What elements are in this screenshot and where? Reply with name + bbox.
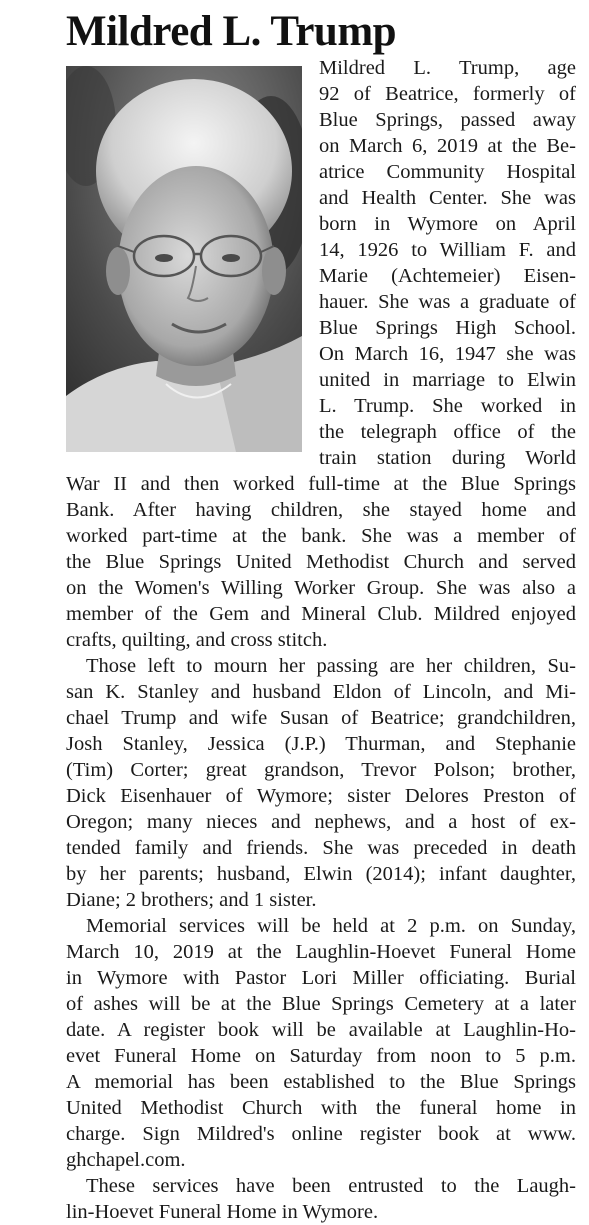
body-line: in Wymore with Pastor Lori Miller officiating. Burial (66, 967, 576, 989)
body-line: charge. Sign Mildred's online register book at www. (66, 1123, 576, 1145)
body-line: born in Wymore on April (319, 213, 576, 235)
body-line: Those left to mourn her passing are her children, Su- (86, 655, 576, 677)
body-line: and Health Center. She was (319, 187, 576, 209)
body-line: 14, 1926 to William F. and (319, 239, 576, 261)
body-line: Josh Stanley, Jessica (J.P.) Thurman, and Stephanie (66, 733, 576, 755)
body-line: Dick Eisenhauer of Wymore; sister Delores Preston of (66, 785, 576, 807)
body-line: March 10, 2019 at the Laughlin-Hoevet Funeral Home (66, 941, 576, 963)
body-line: Blue Springs High School. (319, 317, 576, 339)
body-line: L. Trump. She worked in (319, 395, 576, 417)
body-line: lin-Hoevet Funeral Home in Wymore. (66, 1201, 379, 1223)
body-line: train station during World (319, 447, 576, 469)
body-line: Mildred L. Trump, age (319, 57, 576, 79)
headline: Mildred L. Trump (66, 8, 397, 55)
body-line: tended family and friends. She was preceded in death (66, 837, 576, 859)
body-line: on March 6, 2019 at the Be- (319, 135, 576, 157)
body-line: atrice Community Hospital (319, 161, 576, 183)
body-line: on the Women's Willing Worker Group. She was also a (66, 577, 576, 599)
body-line: 92 of Beatrice, formerly of (319, 83, 576, 105)
body-line: the telegraph office of the (319, 421, 576, 443)
body-line: crafts, quilting, and cross stitch. (66, 629, 328, 651)
body-line: Marie (Achtemeier) Eisen- (319, 265, 576, 287)
body-line: member of the Gem and Mineral Club. Mildred enjoyed (66, 603, 576, 625)
body-line: the Blue Springs United Methodist Church and served (66, 551, 576, 573)
body-line: by her parents; husband, Elwin (2014); infant daughter, (66, 863, 576, 885)
body-line: worked part-time at the bank. She was a member of (66, 525, 576, 547)
body-line: United Methodist Church with the funeral home in (66, 1097, 576, 1119)
body-line: (Tim) Corter; great grandson, Trevor Polson; brother, (66, 759, 576, 781)
portrait-image (66, 66, 302, 452)
portrait-photo (66, 66, 302, 452)
body-line: ghchapel.com. (66, 1149, 186, 1171)
body-line: chael Trump and wife Susan of Beatrice; grandchildren, (66, 707, 576, 729)
body-line: of ashes will be at the Blue Springs Cemetery at a later (66, 993, 576, 1015)
body-line: hauer. She was a graduate of (319, 291, 576, 313)
body-line: evet Funeral Home on Saturday from noon to 5 p.m. (66, 1045, 576, 1067)
body-line: Memorial services will be held at 2 p.m. on Sunday, (86, 915, 576, 937)
body-line: A memorial has been established to the Blue Springs (66, 1071, 576, 1093)
body-line: Blue Springs, passed away (319, 109, 576, 131)
body-line: san K. Stanley and husband Eldon of Lincoln, and Mi- (66, 681, 576, 703)
body-line: On March 16, 1947 she was (319, 343, 576, 365)
body-line: War II and then worked full-time at the Blue Springs (66, 473, 576, 495)
body-line: united in marriage to Elwin (319, 369, 576, 391)
body-line: Diane; 2 brothers; and 1 sister. (66, 889, 317, 911)
body-line: Bank. After having children, she stayed home and (66, 499, 576, 521)
body-line: These services have been entrusted to the Laugh- (86, 1175, 576, 1197)
body-line: date. A register book will be available at Laughlin-Ho- (66, 1019, 576, 1041)
body-line: Oregon; many nieces and nephews, and a host of ex- (66, 811, 576, 833)
